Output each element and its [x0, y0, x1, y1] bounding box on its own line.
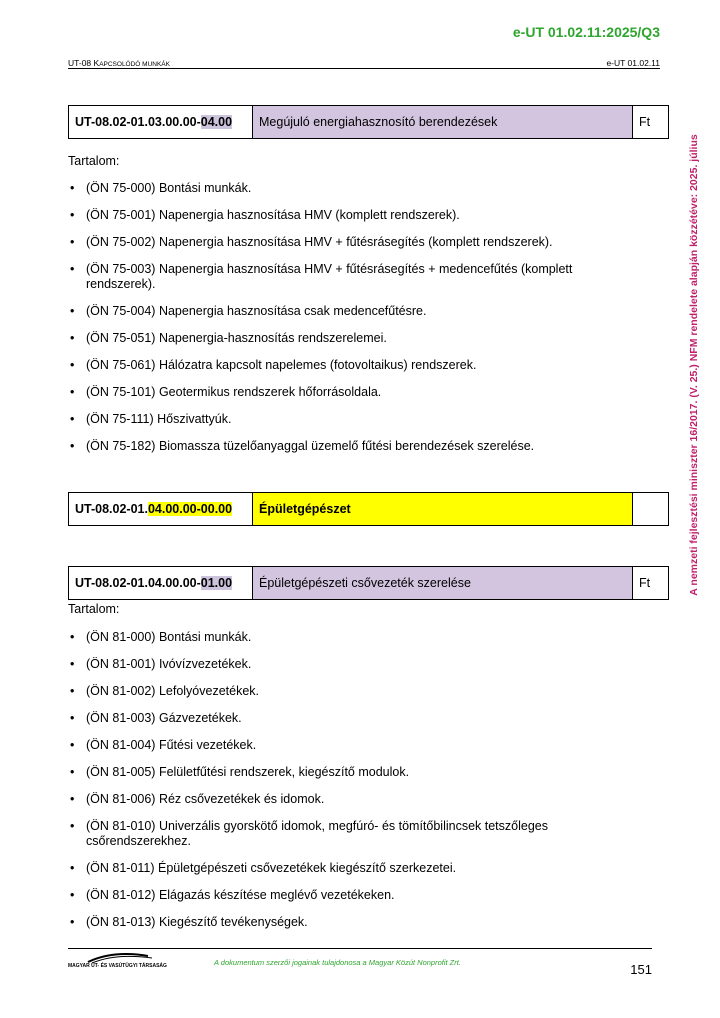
list-item: • (ÖN 75-051) Napenergia-hasznosítás rendszerelemei. — [68, 331, 588, 346]
footer-divider — [68, 948, 652, 949]
item-title: Épületgépészeti csővezeték szerelése — [253, 567, 633, 600]
item-code — [69, 493, 253, 526]
list-item: • (ÖN 81-011) Épületgépészeti csővezetékek kiegészítő szerkezetei. — [68, 861, 588, 876]
copyright-notice: A dokumentum szerzői jogainak tulajdonosa a Magyar Közút Nonprofit Zrt. — [214, 958, 461, 967]
document-reference: e-UT 01.02.11 — [606, 58, 660, 68]
list-item: • (ÖN 75-003) Napenergia hasznosítása HMV + fűtésrásegítés + medencefűtés (komplett rendszerek). — [68, 262, 588, 292]
section-header — [68, 58, 170, 68]
list-item: • (ÖN 81-010) Univerzális gyorskötő idomok, megfúró- és tömítőbilincsek tetszőleges csőrendszerekhez. — [68, 819, 588, 849]
item-title: Megújuló energiahasznosító berendezések — [253, 106, 633, 139]
list-item: • (ÖN 75-001) Napenergia hasznosítása HMV (komplett rendszerek). — [68, 208, 588, 223]
content-label: Tartalom: — [68, 154, 120, 168]
list-item: • (ÖN 75-061) Hálózatra kapcsolt napelemes (fotovoltaikus) rendszerek. — [68, 358, 588, 373]
content-list-pipework — [68, 630, 588, 942]
document-code: e-UT 01.02.11:2025/Q3 — [512, 24, 660, 40]
item-code-highlight: 04.00 — [200, 115, 233, 129]
section-header-prefix: UT-08 K — [68, 58, 100, 68]
company-logo — [68, 950, 168, 974]
list-item: • (ÖN 75-101) Geotermikus rendszerek hőforrásoldala. — [68, 385, 588, 400]
item-code — [69, 106, 253, 139]
item-code-highlight: 04.00.00-00.00 — [147, 502, 233, 516]
item-code-table-pipework — [68, 566, 669, 600]
list-item: • (ÖN 75-111) Hőszivattyúk. — [68, 412, 588, 427]
item-code-main: UT-08.02-01. — [75, 502, 148, 516]
section-header-rest: APCSOLÓDÓ MUNKÁK — [99, 61, 170, 68]
header-divider — [68, 68, 660, 69]
item-code-main: UT-08.02-01.03.00.00- — [75, 115, 201, 129]
list-item: • (ÖN 81-003) Gázvezetékek. — [68, 711, 588, 726]
item-title: Épületgépészet — [253, 493, 633, 526]
item-code-table-building-services — [68, 492, 669, 526]
list-item: • (ÖN 75-004) Napenergia hasznosítása csak medencefűtésre. — [68, 304, 588, 319]
list-item: • (ÖN 81-012) Elágazás készítése meglévő vezetékeken. — [68, 888, 588, 903]
list-item: • (ÖN 81-013) Kiegészítő tevékenységek. — [68, 915, 588, 930]
content-list-renewable — [68, 181, 588, 466]
page-number: 151 — [630, 962, 652, 977]
publication-note — [684, 100, 704, 630]
list-item: • (ÖN 75-182) Biomassza tüzelőanyaggal üzemelő fűtési berendezések szerelése. — [68, 439, 588, 454]
content-label: Tartalom: — [68, 602, 120, 616]
list-item: • (ÖN 75-002) Napenergia hasznosítása HMV + fűtésrásegítés (komplett rendszerek). — [68, 235, 588, 250]
list-item: • (ÖN 81-000) Bontási munkák. — [68, 630, 588, 645]
item-unit: Ft — [633, 106, 669, 139]
road-swoosh-icon — [68, 950, 168, 964]
item-code — [69, 567, 253, 600]
list-item: • (ÖN 81-001) Ivóvízvezetékek. — [68, 657, 588, 672]
item-code-table-renewable — [68, 105, 669, 139]
item-unit — [633, 493, 669, 526]
list-item: • (ÖN 81-005) Felületfűtési rendszerek, kiegészítő modulok. — [68, 765, 588, 780]
list-item: • (ÖN 75-000) Bontási munkák. — [68, 181, 588, 196]
list-item: • (ÖN 81-006) Réz csővezetékek és idomok. — [68, 792, 588, 807]
list-item: • (ÖN 81-004) Fűtési vezetékek. — [68, 738, 588, 753]
logo-text: MAGYAR ÚT- ÉS VASÚTÜGYI TÁRSASÁG — [68, 963, 167, 969]
list-item: • (ÖN 81-002) Lefolyóvezetékek. — [68, 684, 588, 699]
item-code-highlight: 01.00 — [200, 576, 233, 590]
item-code-main: UT-08.02-01.04.00.00- — [75, 576, 201, 590]
publication-note-text: A nemzeti fejlesztési miniszter 16/2017. (V. 25.) NFM rendelete alapján közzétéve: 2025. július — [688, 134, 700, 596]
item-unit: Ft — [633, 567, 669, 600]
